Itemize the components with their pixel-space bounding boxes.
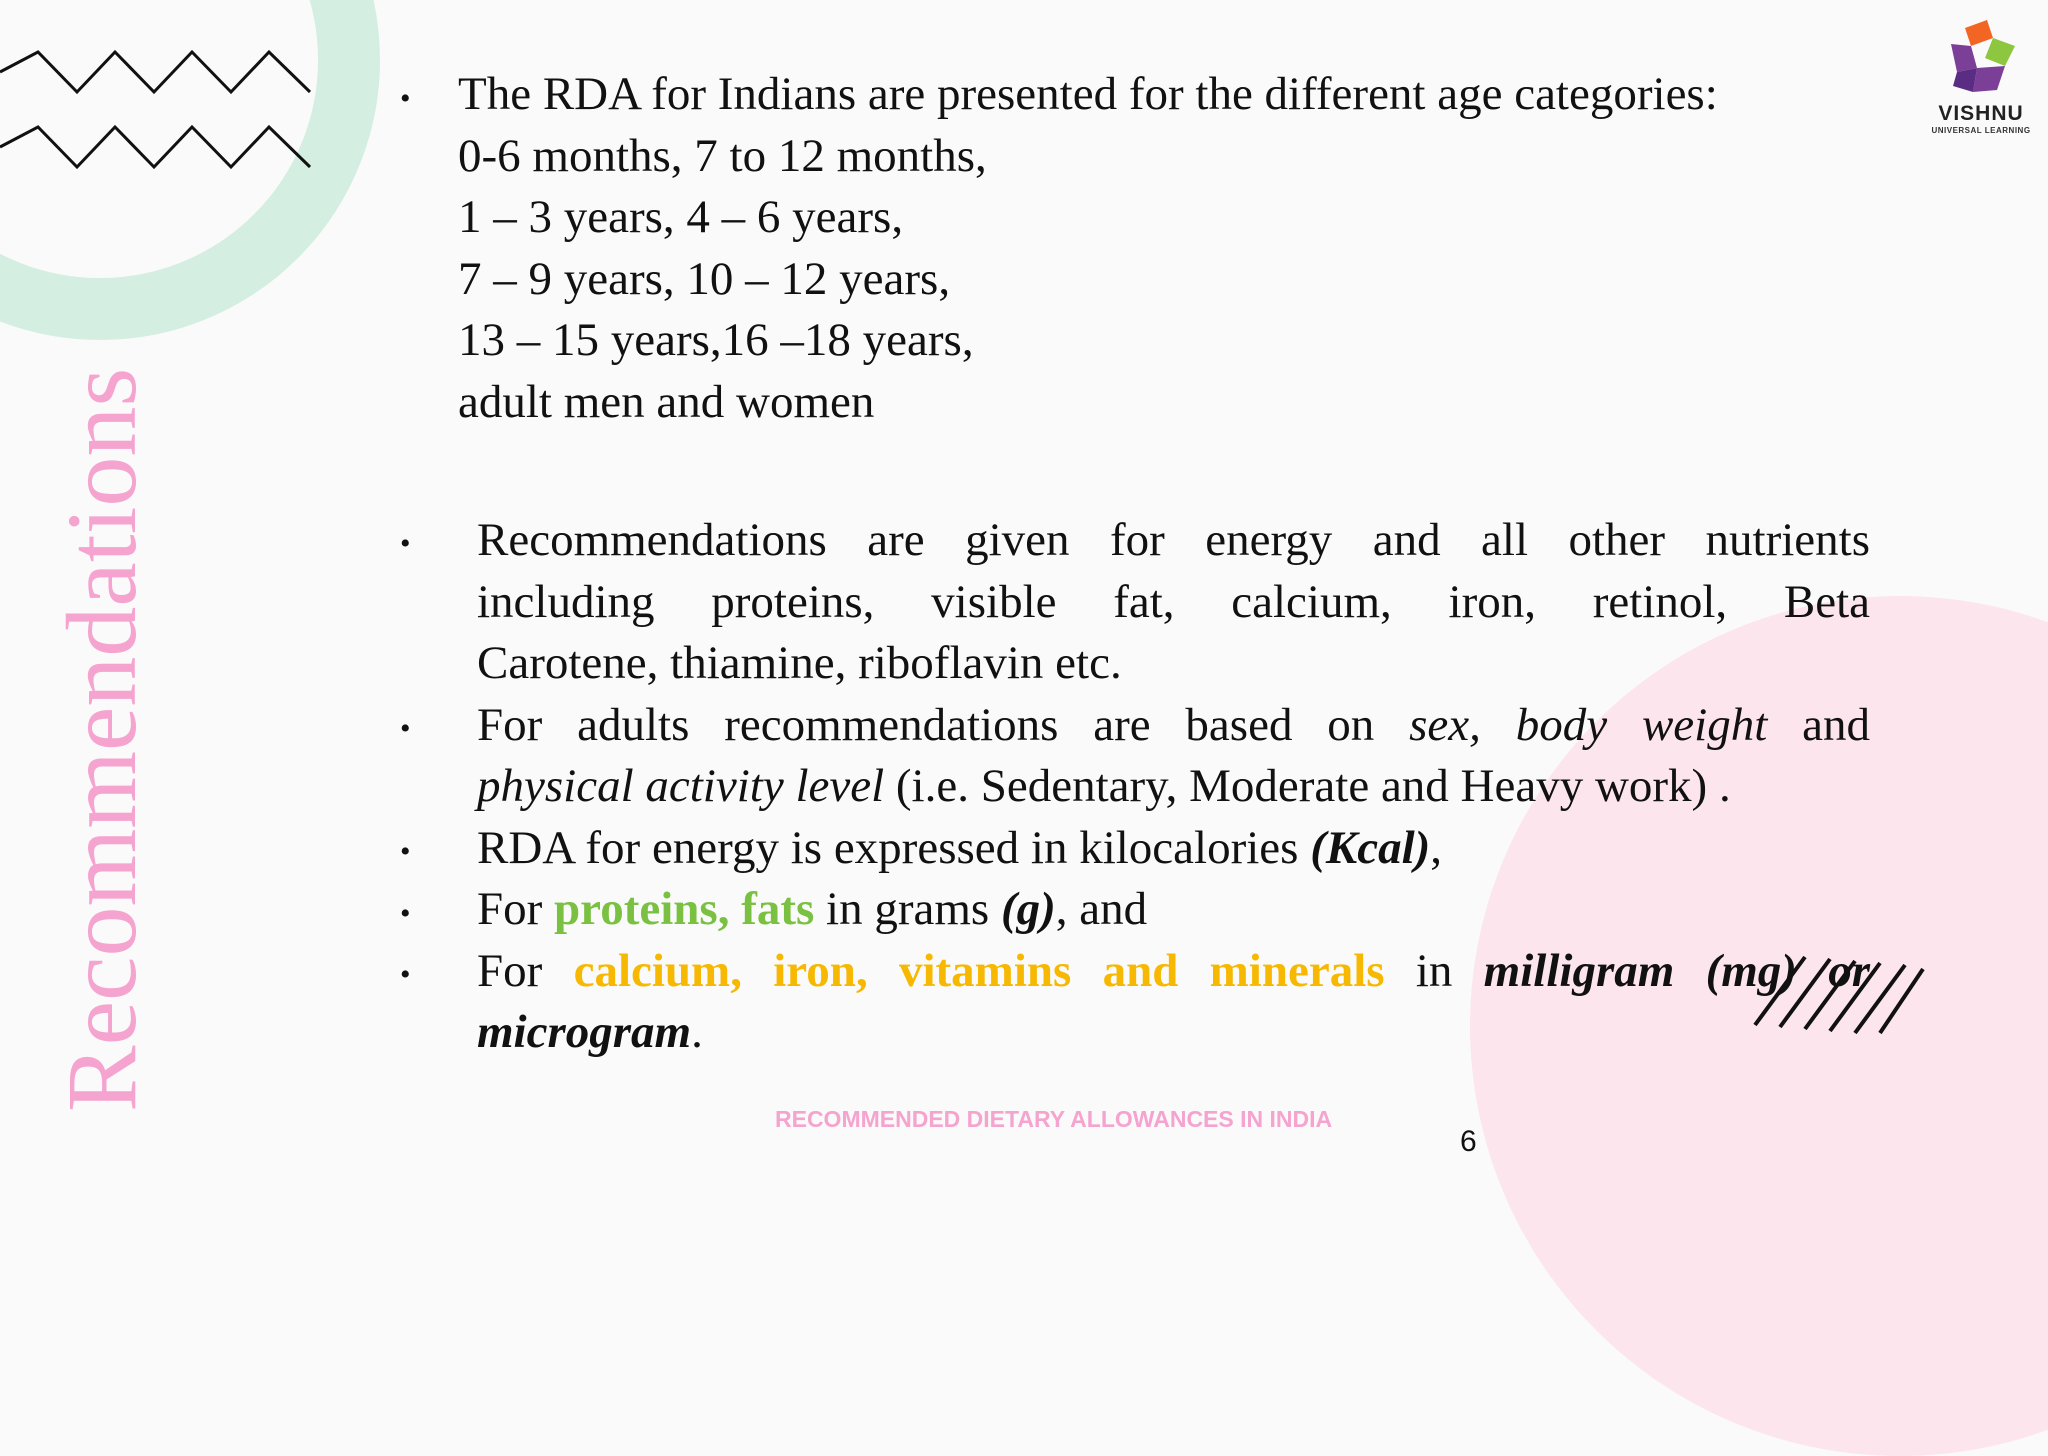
recommendations-block [477,510,1870,1064]
age-line-5: 13 – 15 years,16 –18 years, [458,314,974,366]
proteins-text-post: , and [1055,883,1148,935]
vishnu-logo-icon [1943,20,2019,100]
logo-name: VISHNU [1938,102,2024,125]
adults-line-1 [477,695,1870,757]
energy-unit-kcal: (Kcal) [1310,821,1431,874]
paragraph-energy [477,818,1870,880]
energy-text-pre: RDA for energy is expressed in kilocalories [477,821,1311,874]
minerals-line-2 [477,1002,1870,1064]
page-number: 6 [1460,1125,1477,1158]
minerals-text-mid: in [1384,944,1484,997]
minerals-line-1 [477,941,1870,1003]
nutrients-line-2: including proteins, visible fat, calcium, iron, retinol, Beta [477,575,1870,628]
energy-text-post: , [1430,821,1443,874]
bullet-3: • [400,712,411,745]
paragraph-minerals [477,941,1870,1064]
proteins-fats-highlight: proteins, fats [554,883,815,935]
age-line-1: The RDA for Indians are presented for the different age categories: [458,68,1718,120]
zigzag-decoration [0,40,320,180]
adults-italic-sex-weight: sex, body weight [1409,698,1768,751]
bullet-2: • [400,527,411,560]
bullet-5: • [400,897,411,930]
age-line-2: 0-6 months, 7 to 12 months, [458,129,987,182]
proteins-unit-g: (g) [1000,883,1056,935]
minerals-unit-microgram: microgram [477,1006,692,1058]
nutrients-line-1: Recommendations are given for energy and all other nutrients [477,514,1870,566]
proteins-text-mid: in grams [814,883,1001,935]
age-categories-block [458,64,1878,433]
age-line-6: adult men and women [458,375,875,428]
adults-text-post: (i.e. Sedentary, Moderate and Heavy work) . [884,760,1731,812]
bullet-1: • [400,82,411,115]
proteins-text-pre: For [477,883,555,935]
side-title: Recommendations [46,367,157,1112]
minerals-highlight: calcium, iron, vitamins and minerals [573,944,1385,997]
paragraph-adults [477,695,1870,818]
adults-text-mid: and [1767,698,1870,751]
minerals-unit-mg: milligram (mg) or [1483,944,1871,997]
logo [1928,20,2034,135]
bullet-6: • [400,958,411,991]
logo-subtitle: UNIVERSAL LEARNING [1931,126,2031,135]
age-line-4: 7 – 9 years, 10 – 12 years, [458,252,951,305]
adults-line-2 [477,756,1870,818]
nutrients-line-3: Carotene, thiamine, riboflavin etc. [477,637,1122,689]
minerals-text-pre: For [477,944,574,997]
slide-footer: RECOMMENDED DIETARY ALLOWANCES IN INDIA [775,1106,1333,1132]
bullet-4: • [400,835,411,868]
age-line-3: 1 – 3 years, 4 – 6 years, [458,191,904,243]
minerals-text-post: . [691,1006,703,1058]
adults-italic-activity: physical activity level [477,760,885,812]
paragraph-proteins [477,879,1870,941]
adults-text-pre: For adults recommendations are based on [477,698,1410,751]
paragraph-nutrients [477,510,1870,695]
